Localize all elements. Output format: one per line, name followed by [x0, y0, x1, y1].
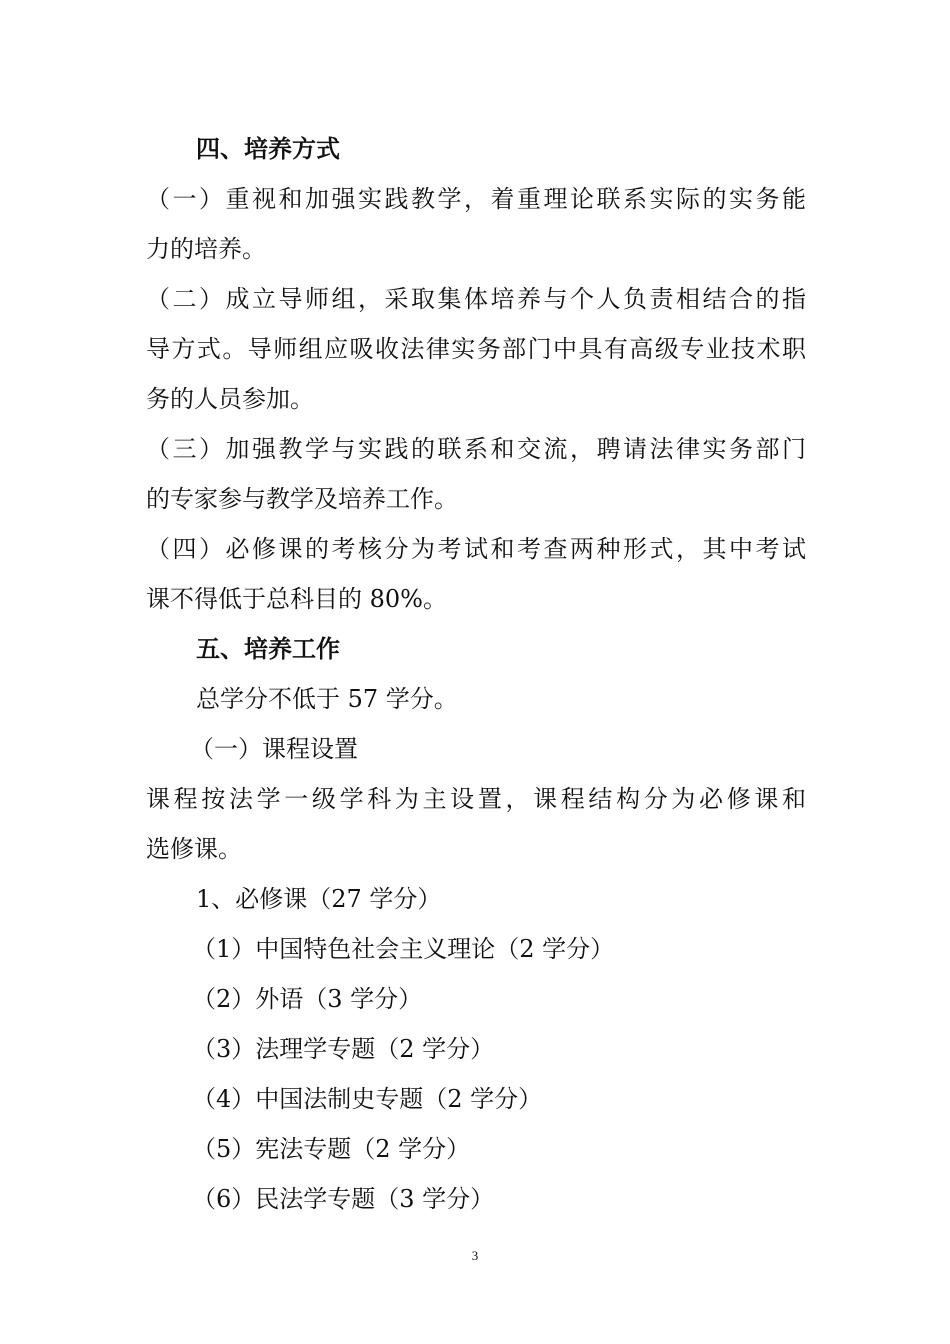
- total-credits-text: 总学分不低于 57 学分。: [196, 685, 458, 713]
- paragraph-4-line-2: 课不得低于总科目的 80%。: [146, 585, 447, 613]
- paragraph-4-line-1: （四）必修课的考核分为考试和考查两种形式，其中考试: [146, 535, 806, 563]
- course-intro-line-1: 课程按法学一级学科为主设置，课程结构分为必修课和: [146, 785, 806, 813]
- section-heading-training-work: 五、培养工作: [196, 635, 340, 663]
- subsection-title-course-setup: （一）课程设置: [190, 735, 358, 763]
- course-item: （5）宪法专题（2 学分）: [192, 1135, 471, 1163]
- paragraph-1-line-2: 力的培养。: [146, 235, 266, 263]
- paragraph-2-line-1: （二）成立导师组，采取集体培养与个人负责相结合的指: [146, 285, 806, 313]
- required-courses-title: 1、必修课（27 学分）: [196, 885, 442, 913]
- paragraph-3-line-1: （三）加强教学与实践的联系和交流，聘请法律实务部门: [146, 435, 806, 463]
- course-item: （3）法理学专题（2 学分）: [192, 1035, 495, 1063]
- paragraph-3-line-2: 的专家参与教学及培养工作。: [146, 485, 458, 513]
- section-heading-training-methods: 四、培养方式: [196, 135, 340, 163]
- course-item: （6）民法学专题（3 学分）: [192, 1185, 495, 1213]
- course-item: （2）外语（3 学分）: [192, 985, 423, 1013]
- course-item: （1）中国特色社会主义理论（2 学分）: [192, 935, 615, 963]
- paragraph-2-line-2: 导方式。导师组应吸收法律实务部门中具有高级专业技术职: [146, 335, 806, 363]
- course-item: （4）中国法制史专题（2 学分）: [192, 1085, 543, 1113]
- paragraph-2-line-3: 务的人员参加。: [146, 385, 314, 413]
- course-intro-line-2: 选修课。: [146, 835, 242, 863]
- page-number: 3: [471, 1248, 479, 1263]
- paragraph-1-line-1: （一）重视和加强实践教学，着重理论联系实际的实务能: [146, 185, 806, 213]
